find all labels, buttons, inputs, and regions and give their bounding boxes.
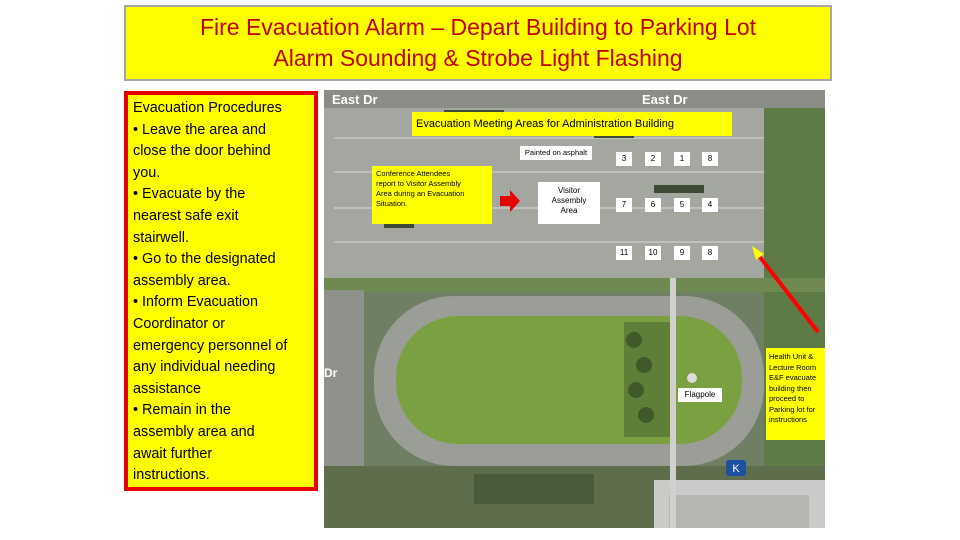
meeting-areas-label: Evacuation Meeting Areas for Administration Building [412, 112, 732, 136]
spot-number: 11 [616, 246, 632, 260]
health-line: Parking lot for [769, 404, 816, 414]
procedure-line: instructions. [133, 467, 210, 484]
spot-number: 5 [674, 198, 690, 212]
painted-asphalt-label: Painted on asphalt [520, 146, 592, 160]
road-label-east-left: East Dr [332, 92, 378, 107]
spot-number: 8 [702, 152, 718, 166]
procedure-line: • Inform Evacuation [133, 294, 259, 311]
conference-line: Situation. [376, 199, 408, 208]
health-line: Health Unit & [769, 352, 814, 361]
visitor-line: Area [560, 206, 578, 215]
spot-number: 10 [645, 246, 661, 260]
conference-line: Conference Attendees [376, 169, 451, 178]
procedure-line: stairwell. [133, 229, 189, 246]
conference-line: Area during an Evacuation [376, 189, 465, 198]
health-line: proceed to [769, 394, 805, 403]
spot-number: 9 [674, 246, 690, 260]
procedure-line: • Go to the designated [133, 251, 276, 268]
procedure-line: assembly area. [133, 272, 231, 289]
conference-line: report to Visitor Assembly [376, 179, 461, 188]
procedure-line: • Leave the area and [133, 121, 267, 138]
title-line-2: Alarm Sounding & Strobe Light Flashing [273, 45, 683, 71]
procedure-line: you. [133, 164, 161, 181]
health-line: instructions [769, 415, 807, 424]
visitor-assembly-label [538, 182, 600, 224]
spot-number: 8 [702, 246, 718, 260]
title-banner [124, 5, 832, 81]
procedure-line: • Evacuate by the [133, 186, 246, 203]
road-label-east-right: East Dr [642, 92, 688, 107]
health-unit-label [766, 348, 825, 440]
health-line: building then [769, 383, 812, 393]
procedure-line: assistance [133, 380, 201, 397]
procedure-line: any individual needing [133, 359, 276, 376]
spot-number: 6 [645, 198, 661, 212]
spot-number: 7 [616, 198, 632, 212]
aerial-map [324, 90, 825, 528]
conference-attendees-label [372, 166, 492, 224]
health-line: E&F evacuate [769, 373, 817, 382]
procedure-line: close the door behind [133, 143, 271, 160]
procedures-heading: Evacuation Procedures [133, 100, 282, 116]
health-line: Lecture Room [769, 362, 817, 372]
procedure-line: Coordinator or [133, 315, 225, 332]
spot-number: 2 [645, 152, 661, 166]
svg-text:K: K [732, 463, 740, 475]
road-label-side: Dr [324, 366, 338, 380]
flagpole-label: Flagpole [678, 388, 722, 402]
procedures-box [124, 91, 318, 491]
spot-number: 1 [674, 152, 690, 166]
procedure-line: assembly area and [133, 423, 255, 440]
procedure-line: nearest safe exit [133, 207, 239, 224]
visitor-line: Assembly [551, 196, 587, 205]
spot-number: 4 [702, 198, 718, 212]
procedure-line: await further [133, 445, 213, 462]
procedure-line: • Remain in the [133, 402, 231, 419]
title-line-1: Fire Evacuation Alarm – Depart Building to Parking Lot [199, 14, 757, 40]
spot-number: 3 [616, 152, 632, 166]
procedure-line: emergency personnel of [133, 337, 288, 354]
visitor-line: Visitor [557, 186, 581, 195]
